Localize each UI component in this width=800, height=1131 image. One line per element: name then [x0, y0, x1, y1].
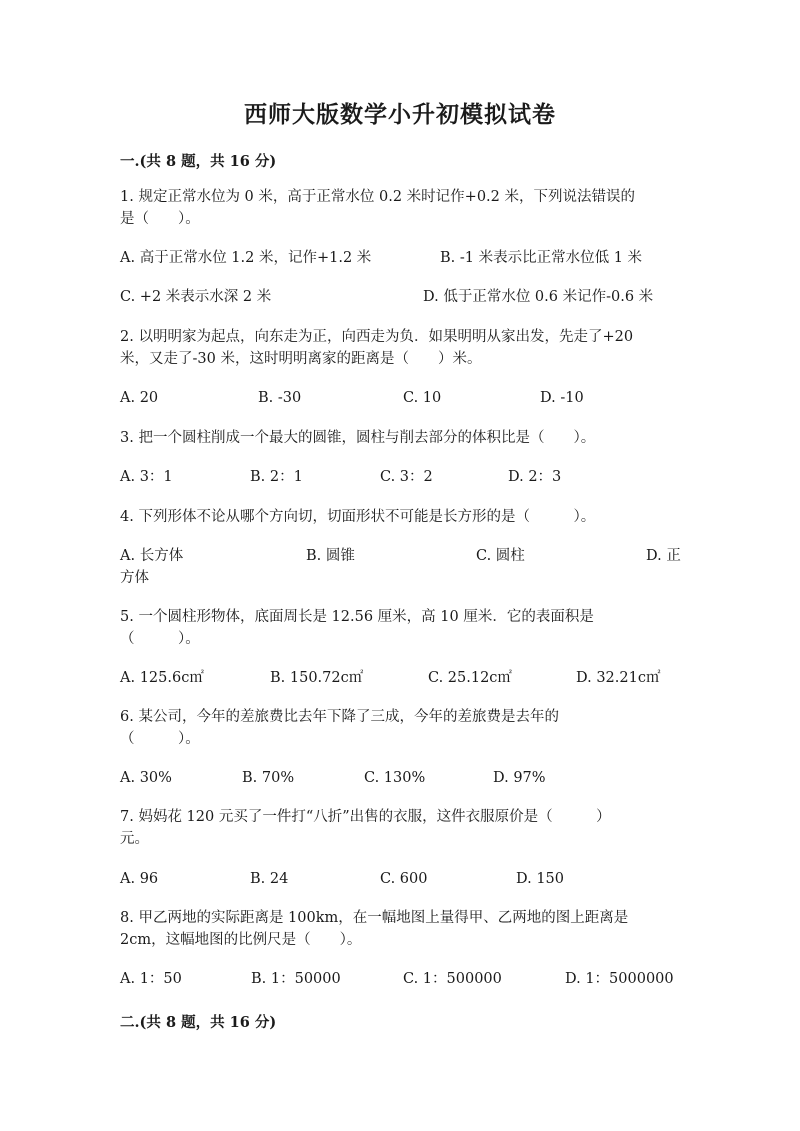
option-d: D. 低于正常水位 0.6 米记作-0.6 米 [423, 289, 654, 305]
option-c: C. 25.12c㎡ [428, 670, 512, 686]
option-c: C. 1：500000 [403, 971, 502, 987]
option-c: C. 130% [364, 770, 426, 786]
question-stem: 是（ ）。 [120, 211, 200, 227]
option-b: B. 圆锥 [306, 548, 355, 564]
option-d: D. 正 [646, 548, 681, 564]
option-d: D. 97% [493, 770, 546, 786]
question-stem: 3. 把一个圆柱削成一个最大的圆锥，圆柱与削去部分的体积比是（ ）。 [120, 430, 596, 446]
option-d: D. 32.21c㎡ [576, 670, 661, 686]
option-b: B. -1 米表示比正常水位低 1 米 [440, 250, 643, 266]
option-a: A. 125.6c㎡ [120, 670, 204, 686]
question-stem: 2. 以明明家为起点，向东走为正，向西走为负．如果明明从家出发，先走了+20 [120, 329, 634, 345]
option-b: B. 1：50000 [251, 971, 341, 987]
section-title: 二.(共 8 题，共 16 分) [120, 1014, 277, 1031]
option-d: D. 150 [516, 871, 565, 887]
section-title: 一.(共 8 题，共 16 分) [120, 153, 277, 170]
option-d: D. 2：3 [508, 469, 562, 485]
option-c: C. 圆柱 [476, 548, 525, 564]
question-stem: 米，又走了-30 米，这时明明离家的距离是（ ）米。 [120, 351, 482, 367]
option-b: B. 70% [242, 770, 295, 786]
option-c: C. 10 [403, 390, 442, 406]
option-b: B. -30 [258, 390, 302, 406]
option-a: A. 30% [120, 770, 172, 786]
question-stem: （ ）。 [120, 631, 200, 647]
question-stem: 2cm，这幅地图的比例尺是（ ）。 [120, 932, 362, 948]
question-stem: 元。 [120, 831, 149, 847]
option-a: A. 1：50 [120, 971, 182, 987]
option-d-continued: 方体 [120, 570, 149, 586]
option-d: D. -10 [540, 390, 584, 406]
question-stem: 1. 规定正常水位为 0 米，高于正常水位 0.2 米时记作+0.2 米，下列说法错误的 [120, 189, 635, 205]
option-a: A. 20 [120, 390, 159, 406]
question-stem: 8. 甲乙两地的实际距离是 100km，在一幅地图上量得甲、乙两地的图上距离是 [120, 910, 629, 926]
option-c: C. 3：2 [380, 469, 433, 485]
option-c: C. 600 [380, 871, 428, 887]
page-title: 西师大版数学小升初模拟试卷 [244, 101, 556, 128]
option-d: D. 1：5000000 [565, 971, 674, 987]
question-stem: 6. 某公司，今年的差旅费比去年下降了三成，今年的差旅费是去年的 [120, 709, 559, 725]
option-a: A. 高于正常水位 1.2 米，记作+1.2 米 [120, 250, 372, 266]
question-stem: 7. 妈妈花 120 元买了一件打“八折”出售的衣服，这件衣服原价是（ ） [120, 809, 611, 825]
option-b: B. 2：1 [250, 469, 303, 485]
option-a: A. 96 [120, 871, 159, 887]
option-b: B. 150.72c㎡ [270, 670, 364, 686]
option-b: B. 24 [250, 871, 289, 887]
option-c: C. +2 米表示水深 2 米 [120, 289, 272, 305]
question-stem: （ ）。 [120, 731, 200, 747]
option-a: A. 3：1 [120, 469, 173, 485]
question-stem: 4. 下列形体不论从哪个方向切，切面形状不可能是长方形的是（ ）。 [120, 509, 596, 525]
option-a: A. 长方体 [120, 548, 184, 564]
question-stem: 5. 一个圆柱形物体，底面周长是 12.56 厘米，高 10 厘米．它的表面积是 [120, 609, 594, 625]
